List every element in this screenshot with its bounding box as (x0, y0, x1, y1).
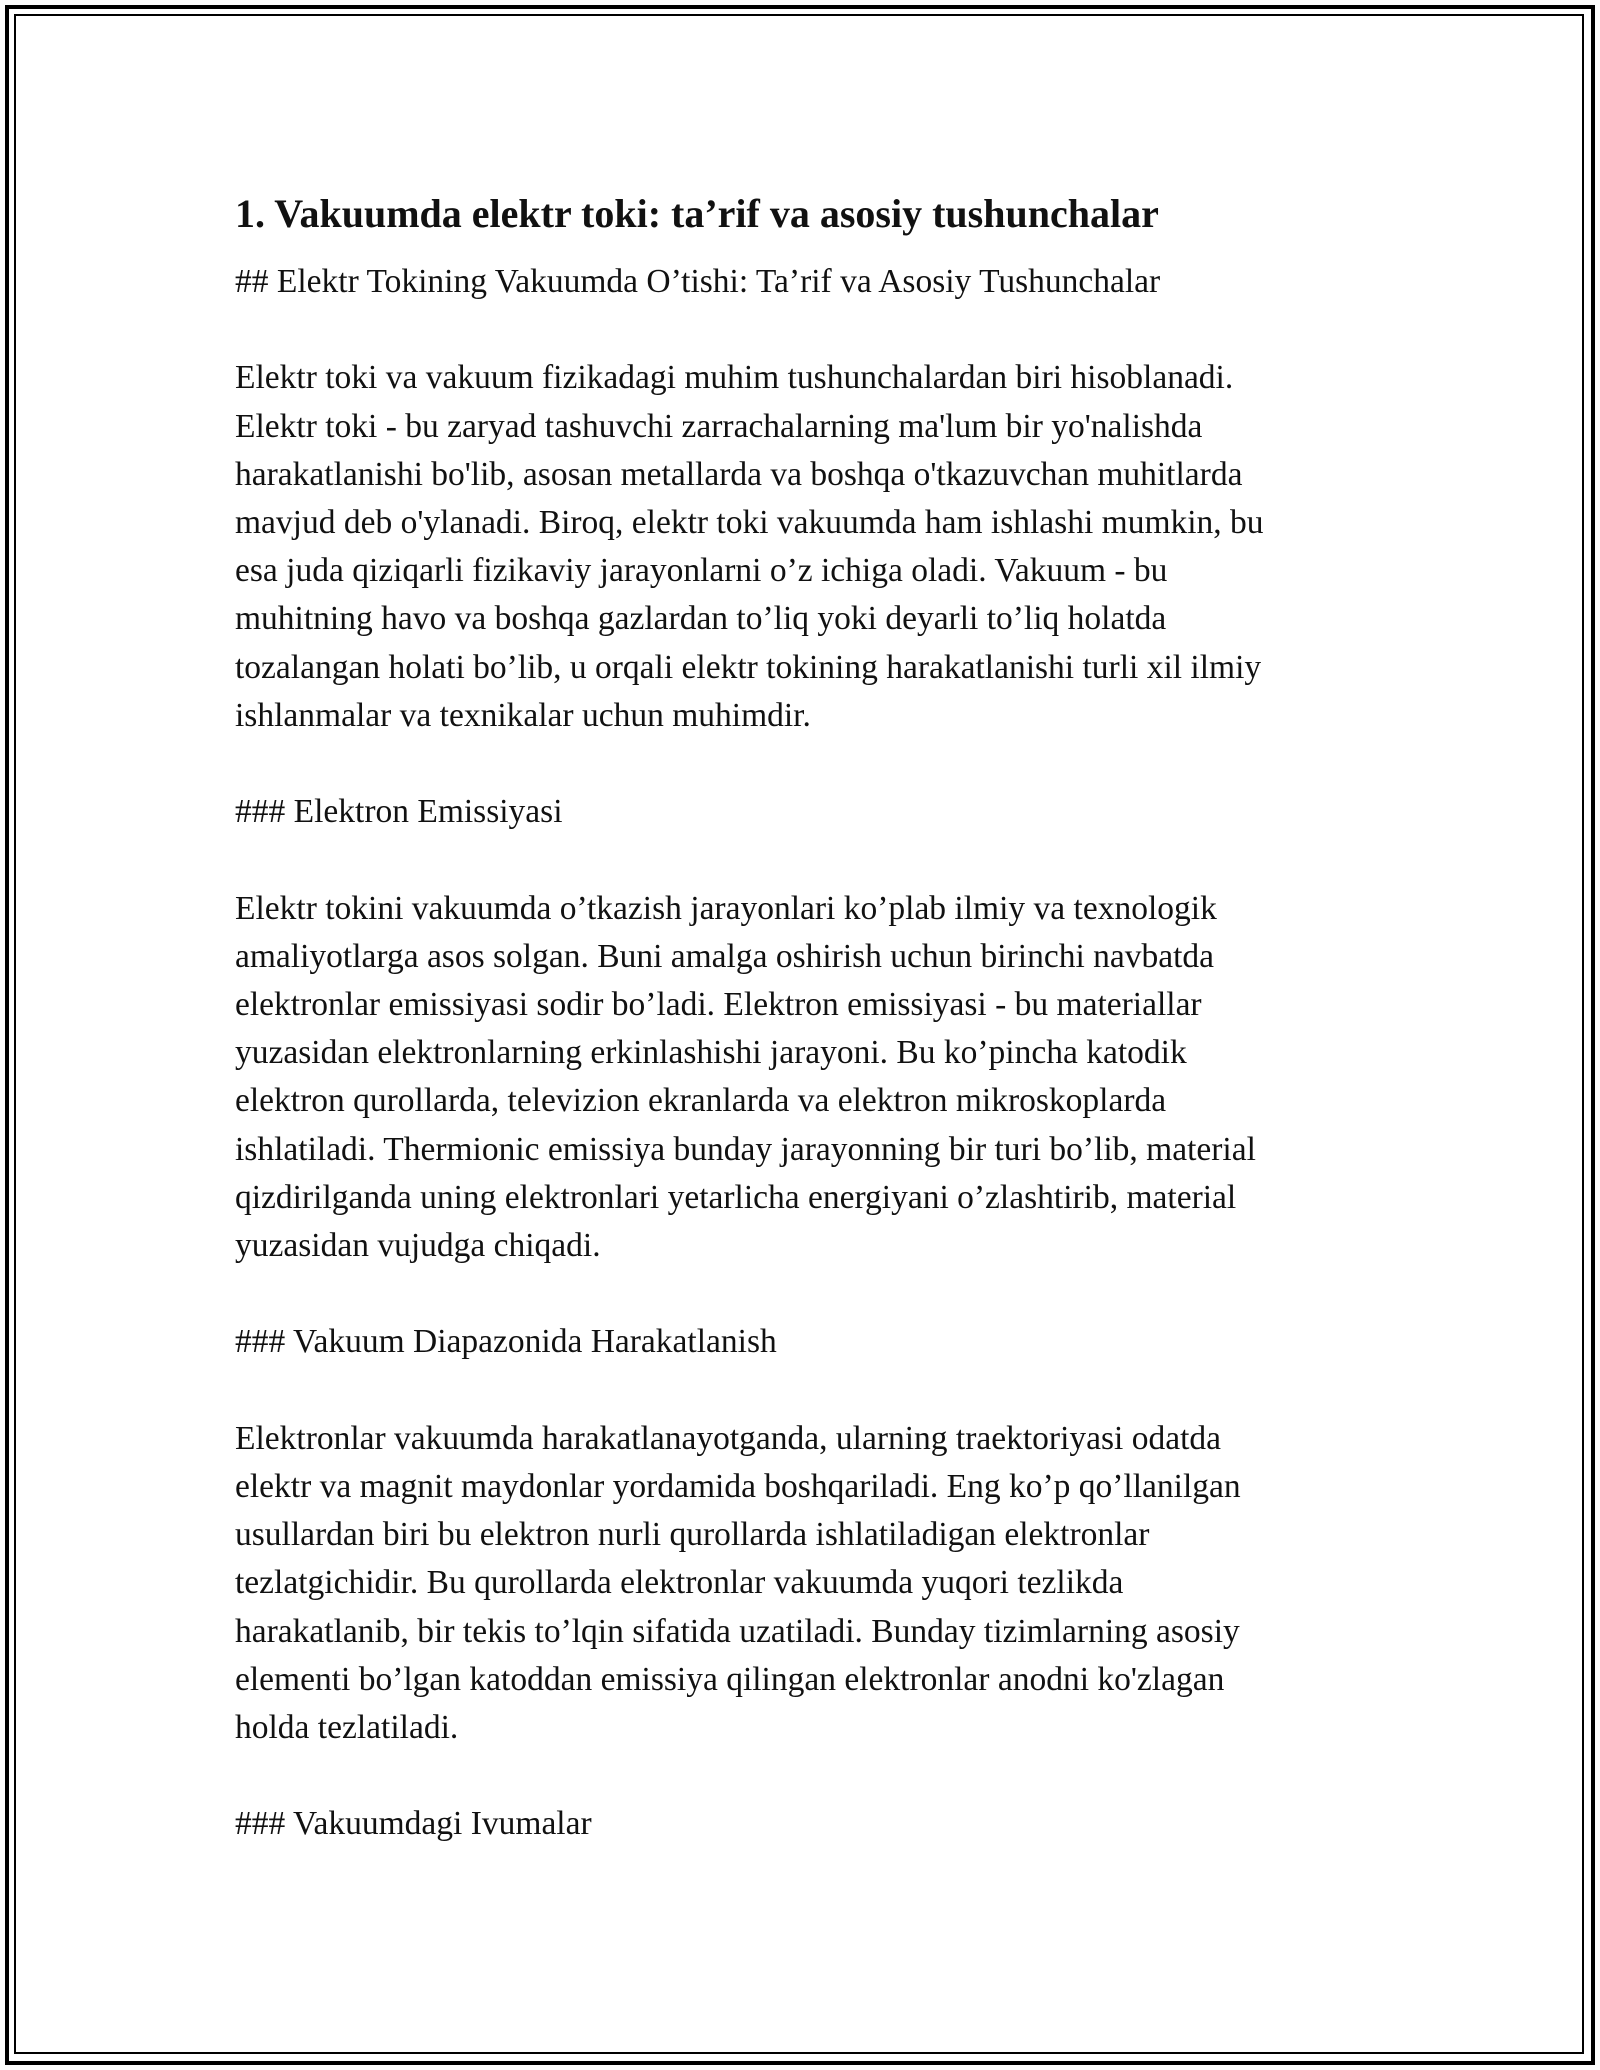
paragraph-intro (235, 354, 1385, 740)
paragraph-line: Elektr toki va vakuum fizikadagi muhim tushunchalardan biri hisoblanadi. (235, 359, 1234, 397)
paragraph-line: yuzasidan vujudga chiqadi. (235, 1227, 601, 1265)
section-subtitle: ## Elektr Tokining Vakuumda O’tishi: Ta’rif va Asosiy Tushunchalar (235, 263, 1161, 300)
paragraph-line: esa juda qiziqarli fizikaviy jarayonlarni o’z ichiga oladi. Vakuum - bu (235, 552, 1168, 590)
heading-vacuum-phenomena: ### Vakuumdagi Ivumalar (235, 1805, 592, 1843)
paragraph-line: tezlatgichidir. Bu qurollarda elektronlar vakuumda yuqori tezlikda (235, 1564, 1124, 1602)
paragraph-line: Elektr tokini vakuumda o’tkazish jarayonlari ko’plab ilmiy va texnologik (235, 889, 1217, 927)
paragraph-line: Elektr toki - bu zaryad tashuvchi zarrachalarning ma'lum bir yo'nalishda (235, 407, 1203, 445)
paragraph-line: elektronlar emissiyasi sodir bo’ladi. Elektron emissiyasi - bu materiallar (235, 986, 1202, 1023)
blank-line (235, 1270, 1385, 1318)
paragraph-line: qizdirilganda uning elektronlari yetarlicha energiyani o’zlashtirib, material (235, 1178, 1237, 1216)
blank-line (235, 1367, 1385, 1415)
paragraph-line: ishlanmalar va texnikalar uchun muhimdir. (235, 696, 811, 734)
paragraph-line: elektr va magnit maydonlar yordamida boshqariladi. Eng ko’p qo’llanilgan (235, 1468, 1241, 1505)
blank-line (235, 306, 1385, 354)
paragraph-line: muhitning havo va boshqa gazlardan to’liq yoki deyarli to’liq holatda (235, 600, 1167, 638)
paragraph-emission (235, 885, 1385, 1271)
paragraph-line: tozalangan holati bo’lib, u orqali elektr tokining harakatlanishi turli xil ilmiy (235, 648, 1262, 686)
paragraph-line: elementi bo’lgan katoddan emissiya qilingan elektronlar anodni ko'zlagan (235, 1660, 1225, 1698)
paragraph-line: usullardan biri bu elektron nurli qurollarda ishlatiladigan elektronlar (235, 1516, 1150, 1554)
paragraph-line: ishlatiladi. Thermionic emissiya bunday jarayonning bir turi bo’lib, material (235, 1130, 1256, 1168)
document-title: 1. Vakuumda elektr toki: ta’rif va asosiy tushunchalar (235, 191, 1159, 236)
paragraph-line: yuzasidan elektronlarning erkinlashishi jarayoni. Bu ko’pincha katodik (235, 1034, 1187, 1072)
paragraph-motion (235, 1415, 1385, 1752)
blank-line (235, 1752, 1385, 1800)
paragraph-line: harakatlanib, bir tekis to’lqin sifatida uzatiladi. Bunday tizimlarning asosiy (235, 1612, 1240, 1650)
paragraph-line: harakatlanishi bo'lib, asosan metallarda va boshqa o'tkazuvchan muhitlarda (235, 455, 1243, 493)
blank-line (235, 836, 1385, 884)
paragraph-line: mavjud deb o'ylanadi. Biroq, elektr toki vakuumda ham ishlashi mumkin, bu (235, 504, 1264, 541)
document-body (235, 186, 1385, 1849)
heading-vacuum-motion: ### Vakuum Diapazonida Harakatlanish (235, 1323, 777, 1361)
paragraph-line: holda tezlatiladi. (235, 1709, 459, 1747)
paragraph-line: amaliyotlarga asos solgan. Buni amalga oshirish uchun birinchi navbatda (235, 937, 1215, 975)
heading-electron-emission: ### Elektron Emissiyasi (235, 793, 563, 831)
paragraph-line: elektron qurollarda, televizion ekranlarda va elektron mikroskoplarda (235, 1082, 1167, 1120)
paragraph-line: Elektronlar vakuumda harakatlanayotganda, ularning traektoriyasi odatda (235, 1419, 1222, 1457)
blank-line (235, 740, 1385, 788)
